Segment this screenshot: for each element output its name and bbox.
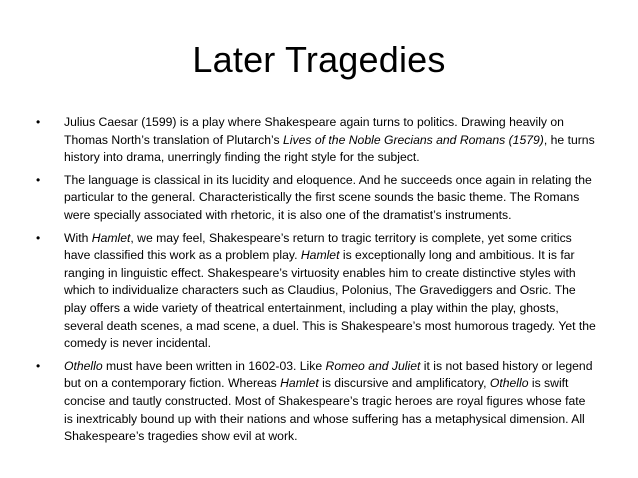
text-run: Julius Caesar (1599) is a play where Shakespeare again turns to politics. Drawing heavily on Thomas North’s translation of Plutarch’s (64, 115, 564, 147)
bullet-dot-icon: • (36, 358, 41, 373)
italic-title-run: Hamlet (280, 376, 319, 391)
bullet-dot-icon: • (36, 115, 41, 129)
text-run: must have been written in 1602-03. Like (102, 358, 326, 373)
italic-title-run: Lives of the Noble Grecians and Romans (1579) (283, 132, 544, 147)
bullet-text (64, 173, 592, 222)
text-run: With (64, 230, 92, 245)
italic-title-run: Romeo and Juliet (325, 358, 421, 373)
italic-title-run: Hamlet (300, 248, 340, 263)
text-run: is swift concise and tautly constructed. Most of Shakespeare’s tragic heroes are royal figures whose fate is inextricably bound up with their nations and whose suffering has a metaphysical dimension. All Shakespeare’s tragedies show evil at work. (64, 376, 586, 444)
bullet-item (36, 230, 596, 353)
bullet-item (36, 172, 596, 225)
bullet-text (64, 359, 592, 443)
bullet-dot-icon: • (36, 230, 41, 245)
text-run: , he turns history into drama, unerringly finding the right style for the subject. (64, 132, 595, 165)
slide-title: Later Tragedies (192, 39, 446, 80)
italic-title-run: Othello (489, 376, 529, 391)
bullet-list (36, 114, 596, 451)
bullet-item (36, 114, 596, 167)
bullet-dot-icon: • (36, 172, 41, 187)
bullet-item (36, 358, 596, 446)
italic-title-run: Hamlet (91, 230, 131, 245)
italic-title-run: Othello (64, 358, 103, 373)
text-run: is discursive and amplificatory, (318, 376, 490, 391)
text-run: The language is classical in its lucidity and eloquence. And he succeeds once again in relating the particular to the general. Characteristically the first scene sounds the basic theme. The Romans were specially associated with rhetoric, it is also one of the dramatist’s instruments. (64, 172, 592, 222)
bullet-text (64, 115, 595, 164)
text-run: , we may feel, Shakespeare’s return to tragic territory is complete, yet some critics have classified this work as a problem play. (64, 230, 572, 263)
text-run: is exceptionally long and ambitious. It is far ranging in linguistic effect. Shakespeare’s virtuosity enables him to create distinctive styles with which to individualize characters such as Claudius, Polonius, The Gravediggers and Osric. The play offers a wide variety of theatrical entertainment, including a play within the play, ghosts, several death scenes, a mad scene, a duel. This is Shakespeare’s most humorous tragedy. Yet the comedy is never incidental. (64, 248, 596, 351)
text-run: it is not based history or legend but on a contemporary fiction. Whereas (64, 358, 593, 391)
bullet-text (64, 231, 596, 351)
